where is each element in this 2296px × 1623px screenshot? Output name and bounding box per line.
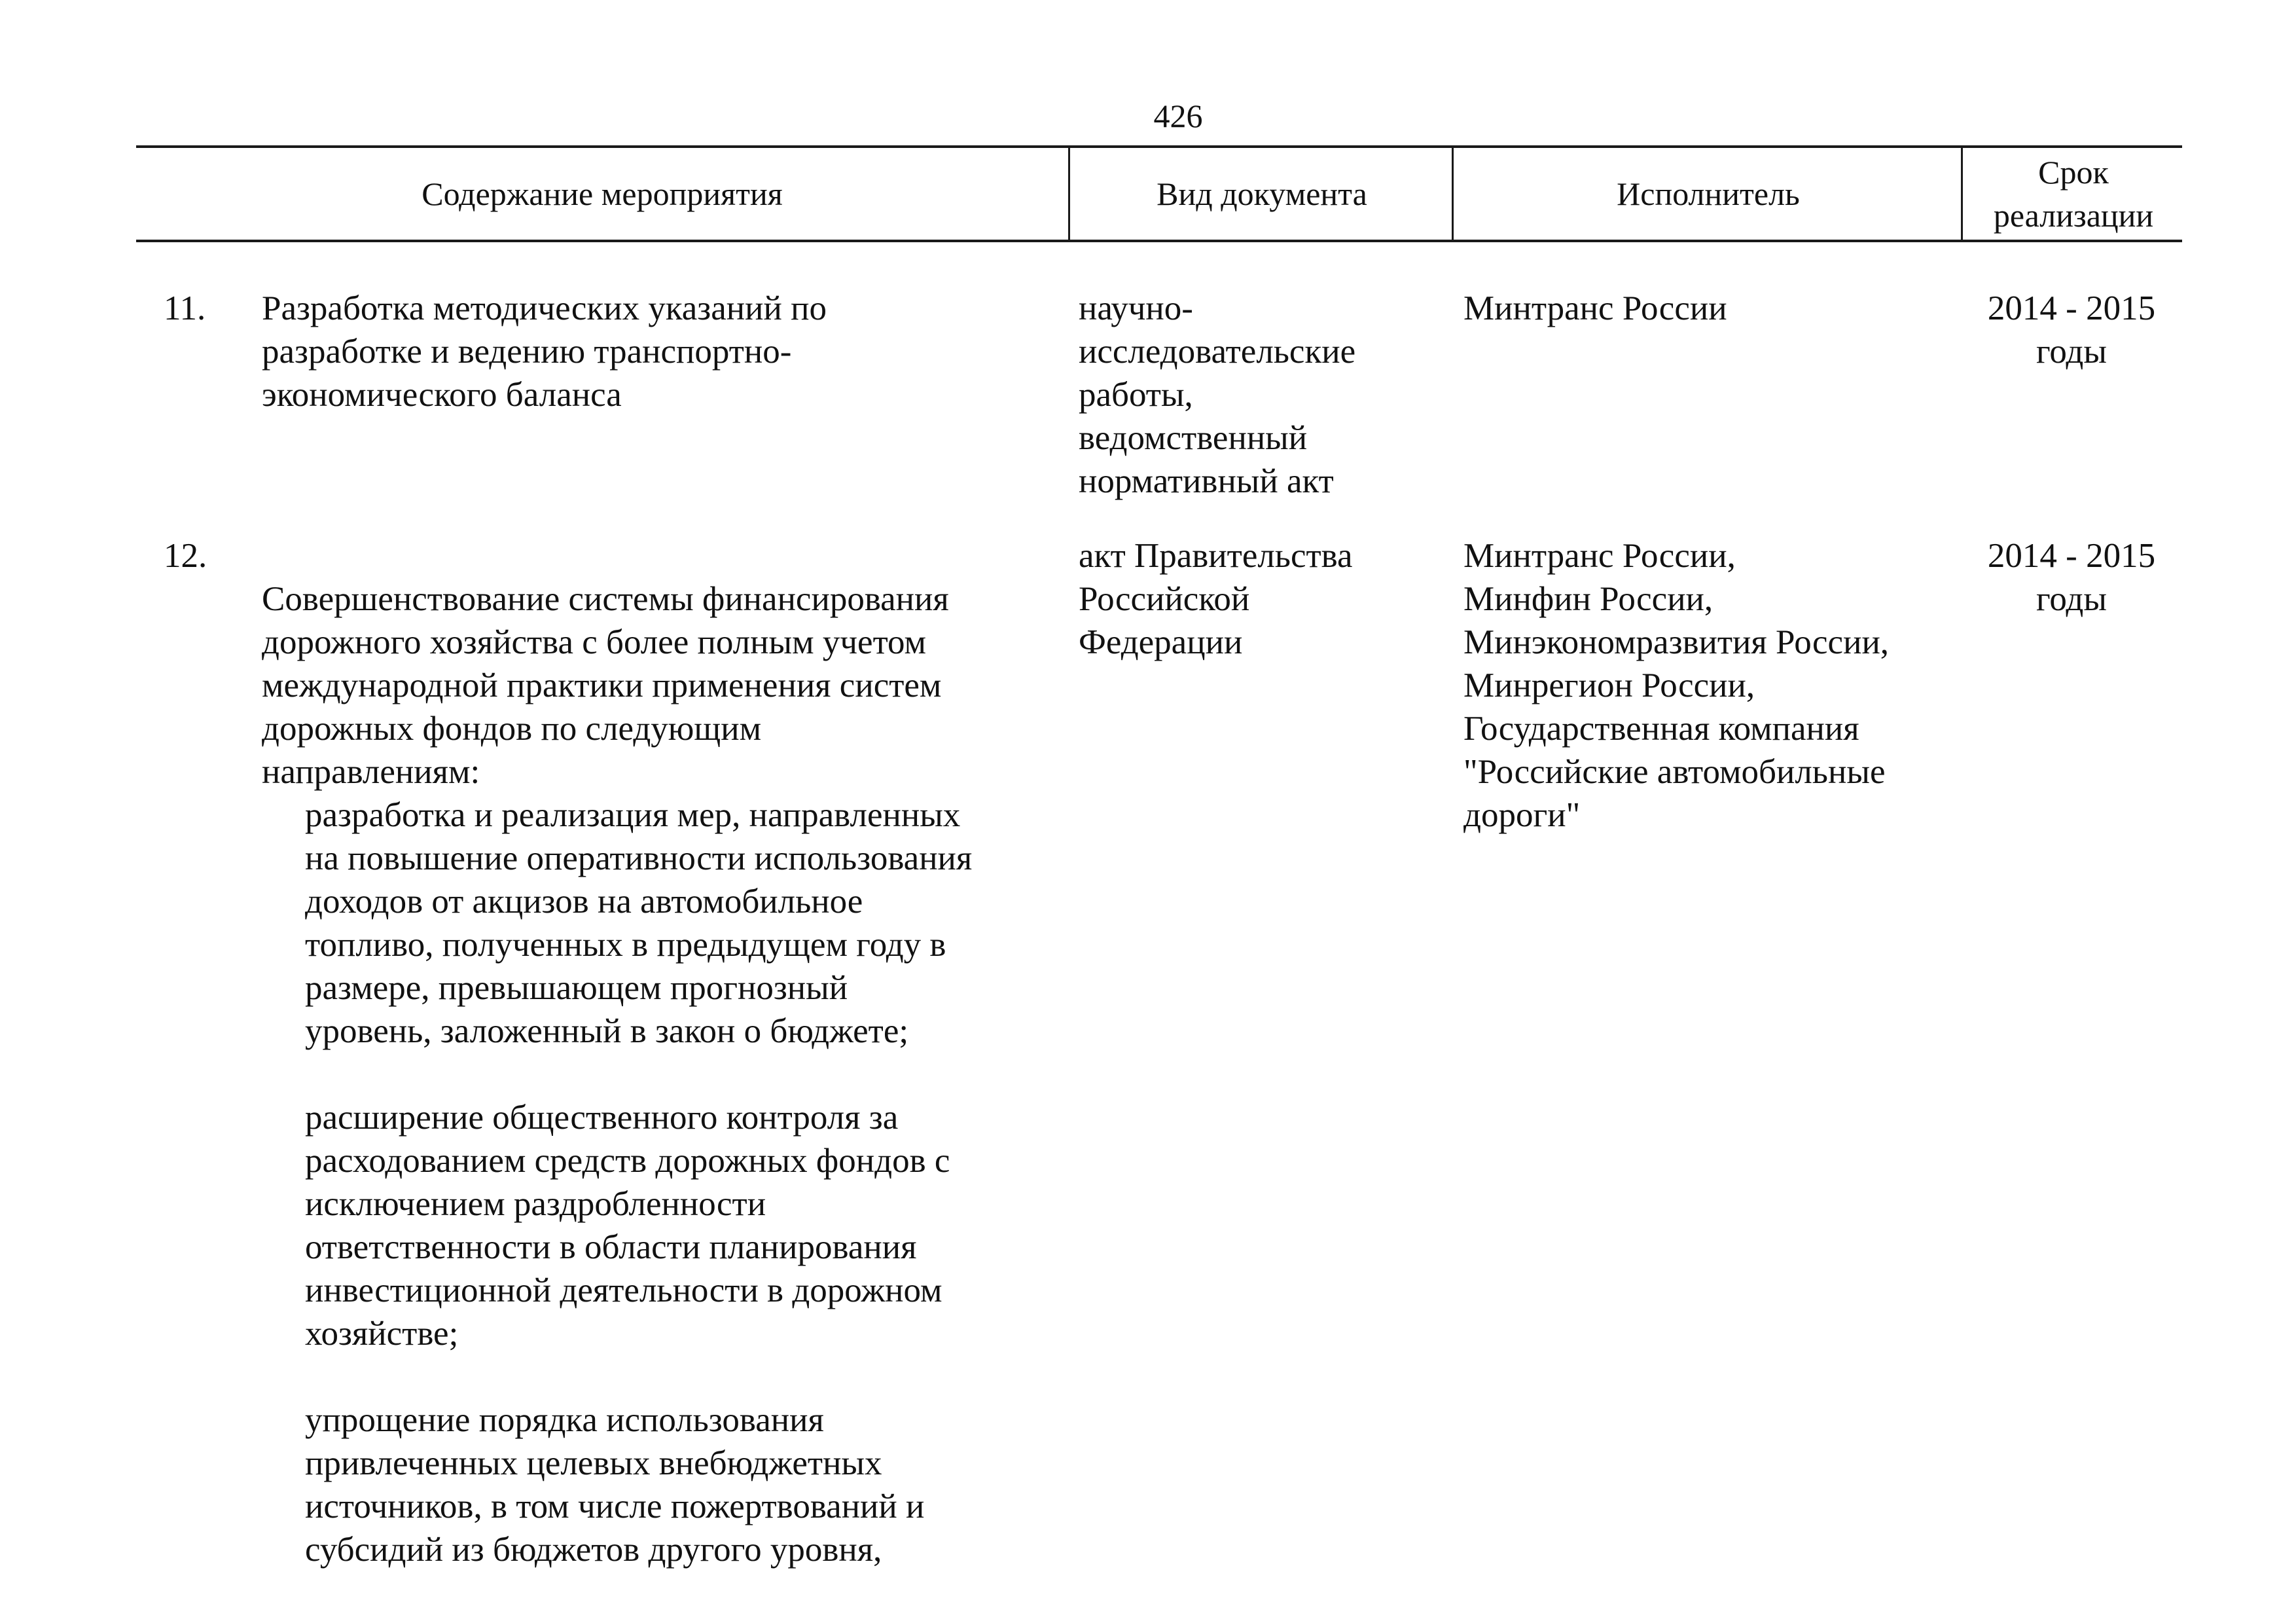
header-executor: Исполнитель — [1452, 148, 1963, 240]
row-term: 2014 - 2015 годы — [1987, 537, 2156, 618]
list-item: расширение общественного контроля за расходованием средств дорожных фондов с исключением раздробленности ответственности в области планирования инвестиционной деятельности в дорожном хозяйстве; — [305, 1099, 950, 1353]
header-term: Срок реализации — [1961, 148, 2184, 240]
row-content: Совершенствование системы финансирования дорожного хозяйства с более полным учетом международной практики применения систем дорожных фондов по следующим направлениям: — [262, 580, 949, 791]
row-executor: Минтранс России, Минфин России, Минэкономразвития России, Минрегион России, Государственная компания "Российские автомобильные дороги" — [1463, 537, 1890, 834]
row-number: 11. — [164, 289, 206, 327]
row-content: Разработка методических указаний по разработке и ведению транспортно- экономического баланса — [262, 289, 827, 414]
row-doc-type: акт Правительства Российской Федерации — [1079, 537, 1353, 661]
list-item: упрощение порядка использования привлеченных целевых внебюджетных источников, в том числе пожертвований и субсидий из бюджетов другого уровня, — [305, 1401, 925, 1569]
row-term: 2014 - 2015 годы — [1987, 289, 2156, 371]
header-content: Содержание мероприятия — [422, 175, 783, 212]
row-executor: Минтранс России — [1463, 289, 1727, 327]
list-item: разработка и реализация мер, направленных на повышение оперативности использования доходов от акцизов на автомобильное топливо, полученных в предыдущем году в размере, превышающем прогнозный уровень, заложенный в закон о бюджете; — [305, 796, 973, 1050]
row-number: 12. — [164, 537, 207, 575]
page-number: 426 — [1153, 98, 1203, 134]
row-content-block — [262, 534, 1067, 1614]
header-doc-type: Вид документа — [1068, 148, 1454, 240]
row-doc-type: научно- исследовательские работы, ведомственный нормативный акт — [1079, 289, 1356, 500]
table-header — [136, 145, 2182, 242]
